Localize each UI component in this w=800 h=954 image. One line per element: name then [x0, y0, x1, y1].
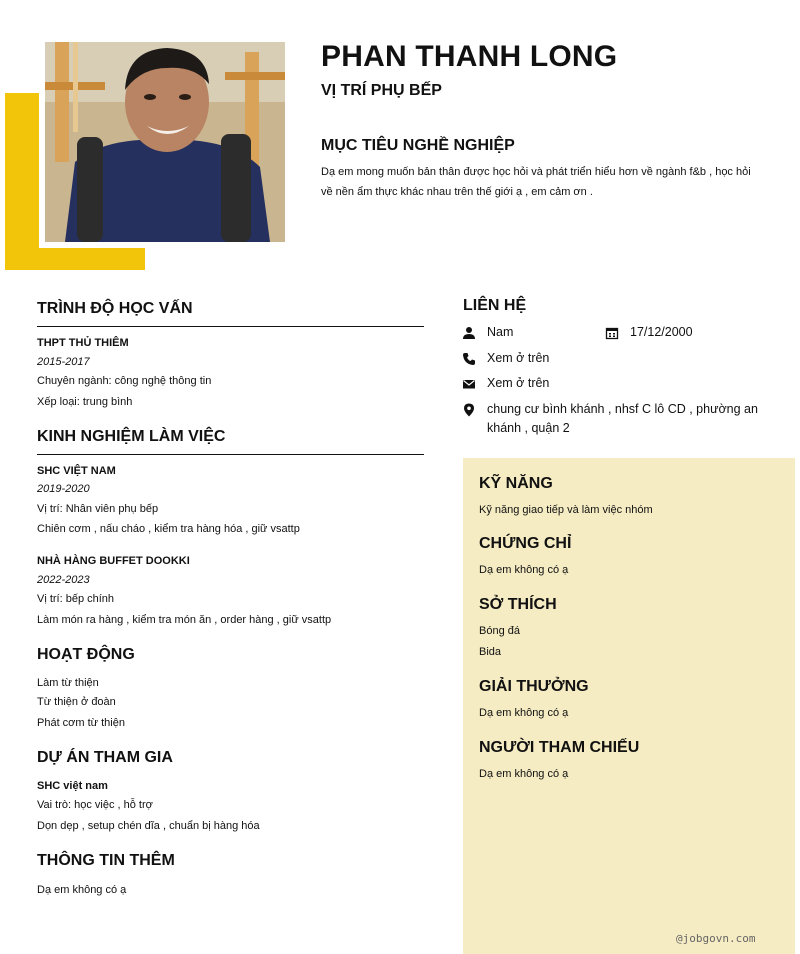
- phone-icon: [462, 352, 476, 366]
- job-role: Vị trí: Nhân viên phụ bếp: [37, 503, 159, 515]
- activity-item: Phát cơm từ thiện: [37, 717, 125, 729]
- experience-divider: [37, 454, 424, 455]
- projects-heading: DỰ ÁN THAM GIA: [37, 749, 173, 766]
- hobby-item: Bida: [479, 646, 502, 658]
- watermark: @jobgovn.com: [676, 932, 756, 945]
- job-description: Làm món ra hàng , kiểm tra món ăn , order hàng , giữ vsattp: [37, 614, 332, 626]
- contact-gender: Nam: [487, 325, 514, 339]
- education-heading: TRÌNH ĐỘ HỌC VẤN: [37, 300, 193, 317]
- contact-email: Xem ở trên: [487, 376, 550, 390]
- project-name: SHC việt nam: [37, 780, 108, 792]
- job-years: 2019-2020: [37, 483, 90, 495]
- education-major: Chuyên ngành: công nghệ thông tin: [37, 375, 212, 387]
- email-icon: [462, 377, 476, 391]
- contact-address-line2: khánh , quận 2: [487, 421, 570, 435]
- activity-item: Từ thiện ở đoàn: [37, 696, 116, 708]
- extra-info-text: Dạ em không có ạ: [37, 884, 127, 896]
- skills-heading: KỸ NĂNG: [479, 475, 553, 492]
- education-divider: [37, 326, 424, 327]
- project-role: Vai trò: học việc , hỗ trợ: [37, 799, 153, 811]
- job-position: VỊ TRÍ PHỤ BẾP: [321, 82, 442, 99]
- job-years: 2022-2023: [37, 574, 90, 586]
- contact-phone: Xem ở trên: [487, 351, 550, 365]
- person-icon: [462, 326, 476, 340]
- extra-info-heading: THÔNG TIN THÊM: [37, 852, 175, 869]
- hobbies-heading: SỞ THÍCH: [479, 596, 557, 613]
- awards-heading: GIẢI THƯỞNG: [479, 678, 589, 695]
- job-company: SHC VIỆT NAM: [37, 465, 116, 477]
- certificates-heading: CHỨNG CHỈ: [479, 535, 572, 552]
- contact-heading: LIÊN HỆ: [463, 297, 527, 314]
- awards-text: Dạ em không có ạ: [479, 707, 569, 719]
- skills-text: Kỹ năng giao tiếp và làm việc nhóm: [479, 504, 653, 516]
- project-description: Dọn dẹp , setup chén dĩa , chuẩn bị hàng hóa: [37, 820, 260, 832]
- candidate-name: PHAN THANH LONG: [321, 40, 618, 73]
- objective-text: Dạ em mong muốn bản thân được học hỏi và phát triển hiểu hơn về ngành f&b , học hỏi về nền ẩm thực khác nhau trên thế giới ạ , em cảm ơn .: [321, 166, 751, 198]
- calendar-icon: [605, 326, 619, 340]
- education-school: THPT THỦ THIÊM: [37, 337, 129, 349]
- experience-heading: KINH NGHIỆM LÀM VIỆC: [37, 428, 226, 445]
- hobby-item: Bóng đá: [479, 625, 520, 637]
- education-years: 2015-2017: [37, 356, 90, 368]
- job-description: Chiên cơm , nấu cháo , kiểm tra hàng hóa , giữ vsattp: [37, 523, 300, 535]
- contact-address-line1: chung cư bình khánh , nhsf C lô CD , phường an: [487, 402, 758, 416]
- contact-birthday: 17/12/2000: [630, 325, 693, 339]
- references-text: Dạ em không có ạ: [479, 768, 569, 780]
- activity-item: Làm từ thiện: [37, 677, 99, 689]
- profile-photo: [45, 42, 285, 242]
- objective-heading: MỤC TIÊU NGHỀ NGHIỆP: [321, 137, 515, 154]
- sidebar-panel: [463, 458, 795, 954]
- job-company: NHÀ HÀNG BUFFET DOOKKI: [37, 555, 190, 567]
- certificates-text: Dạ em không có ạ: [479, 564, 569, 576]
- references-heading: NGƯỜI THAM CHIẾU: [479, 739, 640, 756]
- activities-heading: HOẠT ĐỘNG: [37, 646, 135, 663]
- location-pin-icon: [462, 403, 476, 417]
- job-role: Vị trí: bếp chính: [37, 593, 115, 605]
- education-rank: Xếp loại: trung bình: [37, 396, 133, 408]
